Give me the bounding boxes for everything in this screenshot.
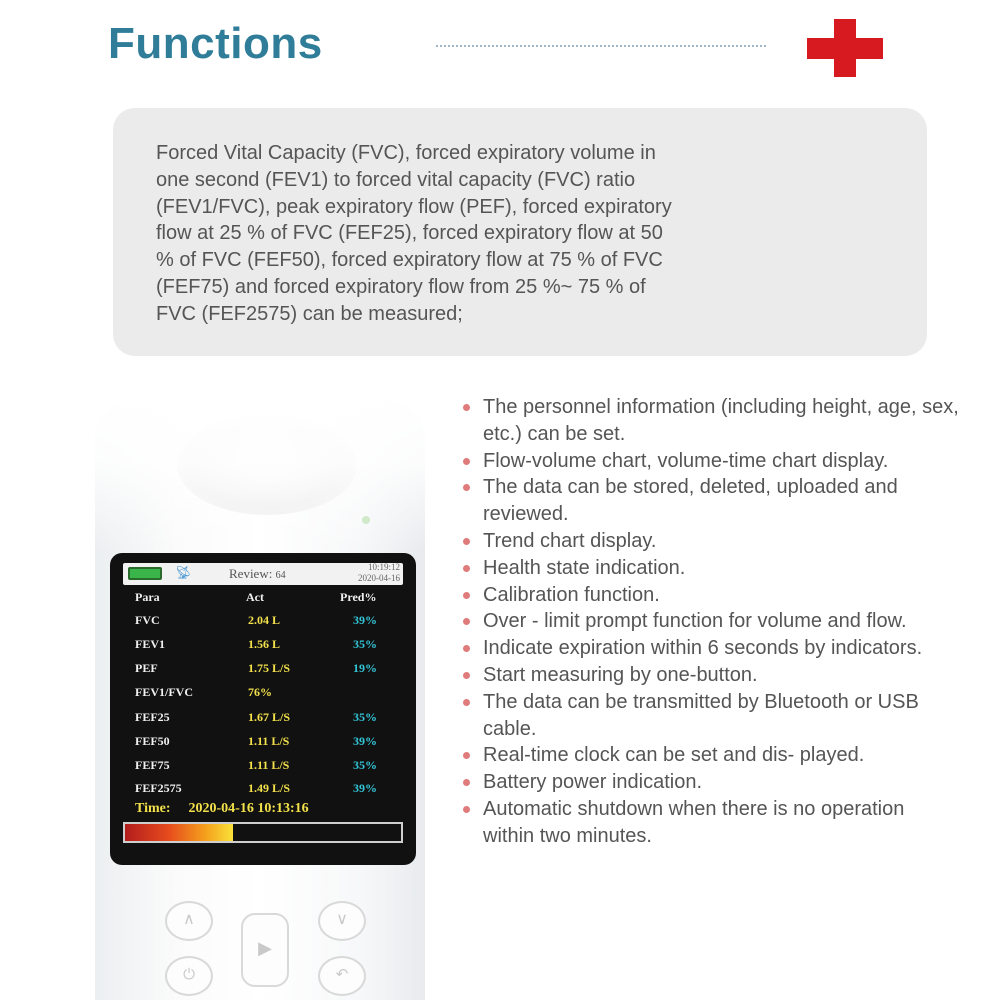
feature-item: Flow-volume chart, volume-time chart display. <box>460 448 960 475</box>
row-act: 2.04 L <box>248 613 281 627</box>
back-icon[interactable]: ↶ <box>318 956 366 996</box>
row-pred: 35% <box>353 758 377 772</box>
row-para: FVC <box>135 613 160 627</box>
bullet-dot-icon <box>463 592 470 599</box>
feature-item: Indicate expiration within 6 seconds by indicators. <box>460 635 960 662</box>
antenna-icon: 📡︎ <box>175 565 192 580</box>
flow-progress-bar <box>123 822 403 843</box>
feature-list <box>460 394 960 850</box>
bullet-dot-icon <box>463 672 470 679</box>
row-act: 1.11 L/S <box>248 758 290 772</box>
bullet-dot-icon <box>463 752 470 759</box>
feature-item: Real-time clock can be set and dis- played. <box>460 742 960 769</box>
row-pred: 19% <box>353 661 377 675</box>
row-para: PEF <box>135 661 158 675</box>
row-pred: 35% <box>353 710 377 724</box>
page-title: Functions <box>108 19 323 68</box>
bullet-dot-icon <box>463 458 470 465</box>
bullet-dot-icon <box>463 806 470 813</box>
feature-item: The data can be stored, deleted, uploaded and reviewed. <box>460 474 960 528</box>
bullet-dot-icon <box>463 779 470 786</box>
bullet-dot-icon <box>463 565 470 572</box>
medical-cross-icon <box>807 19 883 77</box>
feature-item: Start measuring by one-button. <box>460 662 960 689</box>
row-act: 76% <box>248 685 272 699</box>
feature-item: Automatic shutdown when there is no operation within two minutes. <box>460 796 960 850</box>
feature-item: The data can be transmitted by Bluetooth or USB cable. <box>460 689 960 743</box>
row-act: 1.67 L/S <box>248 710 291 724</box>
bullet-dot-icon <box>463 699 470 706</box>
intro-text: Forced Vital Capacity (FVC), forced expiratory volume in one second (FEV1) to forced vital capacity (FVC) ratio (FEV1/FVC), peak expiratory flow (PEF), forced expiratory flow at 25 % of FVC (FEF25), forced expiratory flow at 50 % of FVC (FEF50), forced expiratory flow at 75 % of FVC (FEF75) and forced expiratory flow from 25 %~ 75 % of FVC (FEF2575) can be measured; <box>156 142 672 325</box>
row-para: FEF25 <box>135 710 170 724</box>
bullet-dot-icon <box>463 618 470 625</box>
power-icon[interactable]: ⏻ <box>165 956 213 996</box>
feature-item: Calibration function. <box>460 582 960 609</box>
row-para: FEF75 <box>135 758 170 772</box>
status-datetime: 10:19:12 2020-04-16 <box>358 562 400 583</box>
row-para: FEV1/FVC <box>135 685 193 699</box>
row-pred: 39% <box>353 734 377 748</box>
feature-item: Health state indication. <box>460 555 960 582</box>
row-para: FEF2575 <box>135 781 182 795</box>
progress-fill <box>125 824 233 841</box>
row-act: 1.56 L <box>248 637 281 651</box>
row-pred: 35% <box>353 637 377 651</box>
indicator-led <box>362 516 370 524</box>
bullet-dot-icon <box>463 645 470 652</box>
row-act: 1.49 L/S <box>248 781 291 795</box>
row-pred: 39% <box>353 781 377 795</box>
header-act: Act <box>246 590 264 604</box>
down-arrow-icon[interactable]: ∨ <box>318 901 366 941</box>
play-icon[interactable]: ▶ <box>241 913 289 987</box>
row-act: 1.75 L/S <box>248 661 291 675</box>
bullet-dot-icon <box>463 538 470 545</box>
review-counter: Review: 64 <box>229 566 286 581</box>
bullet-dot-icon <box>463 484 470 491</box>
feature-item: The personnel information (including height, age, sex, etc.) can be set. <box>460 394 960 448</box>
up-arrow-icon[interactable]: ∧ <box>165 901 213 941</box>
header-pred: Pred% <box>340 590 377 604</box>
dotted-divider <box>436 45 766 47</box>
row-act: 1.11 L/S <box>248 734 290 748</box>
device-fade <box>90 390 430 550</box>
row-para: FEV1 <box>135 637 165 651</box>
feature-item: Over - limit prompt function for volume and flow. <box>460 608 960 635</box>
row-pred: 39% <box>353 613 377 627</box>
battery-icon <box>128 567 162 580</box>
measurement-time: Time: 2020-04-16 10:13:16 <box>135 801 309 816</box>
row-para: FEF50 <box>135 734 170 748</box>
feature-item: Trend chart display. <box>460 528 960 555</box>
header-para: Para <box>135 590 160 604</box>
bullet-dot-icon <box>463 404 470 411</box>
feature-item: Battery power indication. <box>460 769 960 796</box>
